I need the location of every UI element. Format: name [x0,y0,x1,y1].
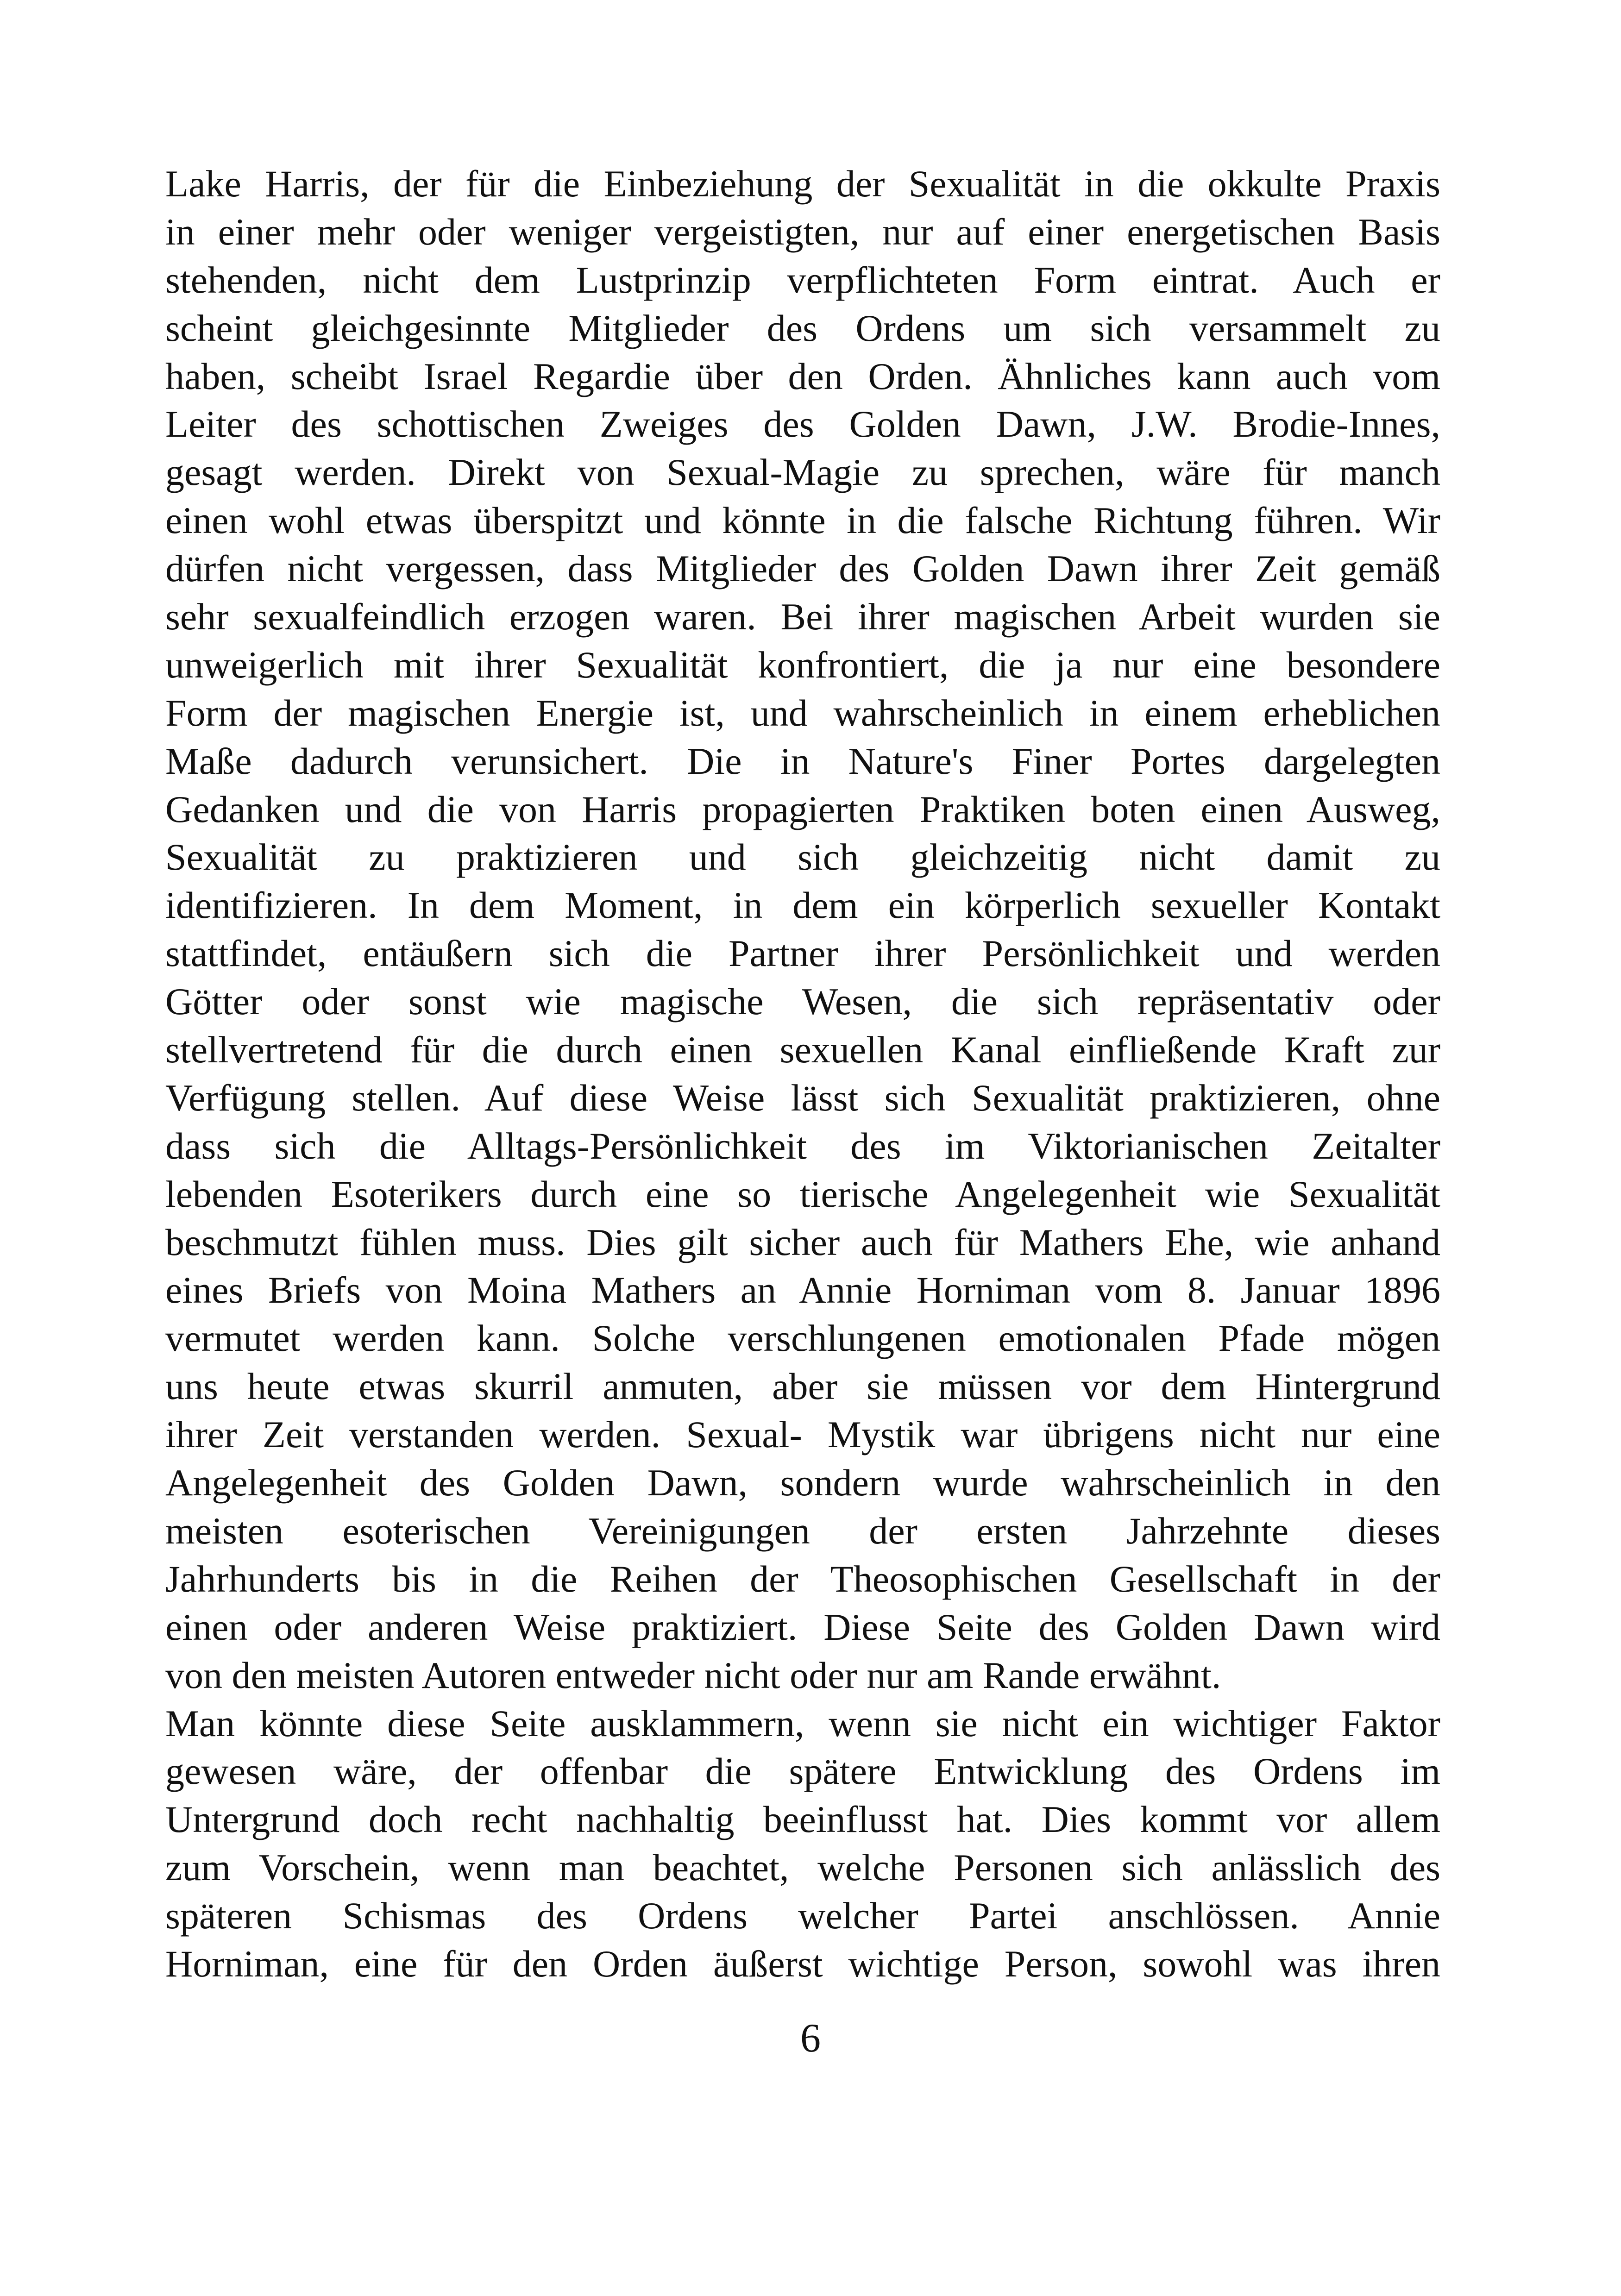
text-line: unweigerlich mit ihrer Sexualität konfrontiert, die ja nur eine besondere [165,643,1440,686]
text-line: gewesen wäre, der offenbar die spätere Entwicklung des Ordens im [165,1750,1440,1793]
body-text [165,160,1440,1988]
text-line: Verfügung stellen. Auf diese Weise lässt sich Sexualität praktizieren, ohne [165,1076,1440,1119]
text-line: haben, scheibt Israel Regardie über den Orden. Ähnliches kann auch vom [165,355,1440,397]
text-line: ihrer Zeit verstanden werden. Sexual- Mystik war übrigens nicht nur eine [165,1413,1440,1456]
text-line: vermutet werden kann. Solche verschlungenen emotionalen Pfade mögen [165,1317,1440,1360]
text-line: Götter oder sonst wie magische Wesen, die sich repräsentativ oder [165,980,1440,1023]
text-line: Maße dadurch verunsichert. Die in Nature's Finer Portes dargelegten [165,740,1440,782]
text-line: Gedanken und die von Harris propagierten Praktiken boten einen Ausweg, [165,788,1440,830]
text-line: einen wohl etwas überspitzt und könnte in die falsche Richtung führen. Wir [165,499,1440,542]
text-line: stehenden, nicht dem Lustprinzip verpflichteten Form eintrat. Auch er [165,258,1440,301]
text-line: uns heute etwas skurril anmuten, aber sie müssen vor dem Hintergrund [165,1365,1440,1408]
text-line: gesagt werden. Direkt von Sexual-Magie zu sprechen, wäre für manch [165,451,1440,494]
text-line: Leiter des schottischen Zweiges des Golden Dawn, J.W. Brodie-Innes, [165,403,1440,445]
text-line: eines Briefs von Moina Mathers an Annie Horniman vom 8. Januar 1896 [165,1269,1440,1311]
text-line: Angelegenheit des Golden Dawn, sondern wurde wahrscheinlich in den [165,1462,1440,1504]
text-line: Lake Harris, der für die Einbeziehung der Sexualität in die okkulte Praxis [165,163,1440,205]
text-line: zum Vorschein, wenn man beachtet, welche Personen sich anlässlich des [165,1846,1440,1889]
text-line: identifizieren. In dem Moment, in dem ein körperlich sexueller Kontakt [165,884,1440,927]
text-line: stellvertretend für die durch einen sexuellen Kanal einfließende Kraft zur [165,1029,1440,1071]
paragraph-1 [165,160,1440,1700]
text-line: dürfen nicht vergessen, dass Mitglieder des Golden Dawn ihrer Zeit gemäß [165,547,1440,590]
text-line: meisten esoterischen Vereinigungen der ersten Jahrzehnte dieses [165,1509,1440,1552]
text-line: von den meisten Autoren entweder nicht oder nur am Rande erwähnt. [165,1654,1221,1696]
text-line: Sexualität zu praktizieren und sich gleichzeitig nicht damit zu [165,836,1440,878]
text-line: dass sich die Alltags-Persönlichkeit des im Viktorianischen Zeitalter [165,1124,1440,1167]
text-line: beschmutzt fühlen muss. Dies gilt sicher auch für Mathers Ehe, wie anhand [165,1221,1440,1263]
text-line: Horniman, eine für den Orden äußerst wichtige Person, sowohl was ihren [165,1942,1440,1985]
text-line: späteren Schismas des Ordens welcher Partei anschlössen. Annie [165,1895,1440,1937]
paragraph-2 [165,1700,1440,1988]
text-line: lebenden Esoterikers durch eine so tierische Angelegenheit wie Sexualität [165,1173,1440,1215]
text-line: sehr sexualfeindlich erzogen waren. Bei ihrer magischen Arbeit wurden sie [165,596,1440,638]
text-line: in einer mehr oder weniger vergeistigten, nur auf einer energetischen Basis [165,210,1440,253]
text-line: Man könnte diese Seite ausklammern, wenn sie nicht ein wichtiger Faktor [165,1702,1440,1744]
page-number: 6 [800,2016,821,2061]
text-line: Form der magischen Energie ist, und wahrscheinlich in einem erheblichen [165,691,1440,734]
text-line: einen oder anderen Weise praktiziert. Diese Seite des Golden Dawn wird [165,1606,1440,1648]
text-line: scheint gleichgesinnte Mitglieder des Ordens um sich versammelt zu [165,307,1440,349]
text-line: stattfindet, entäußern sich die Partner ihrer Persönlichkeit und werden [165,932,1440,975]
text-line: Jahrhunderts bis in die Reihen der Theosophischen Gesellschaft in der [165,1557,1440,1600]
text-line: Untergrund doch recht nachhaltig beeinflusst hat. Dies kommt vor allem [165,1798,1440,1841]
